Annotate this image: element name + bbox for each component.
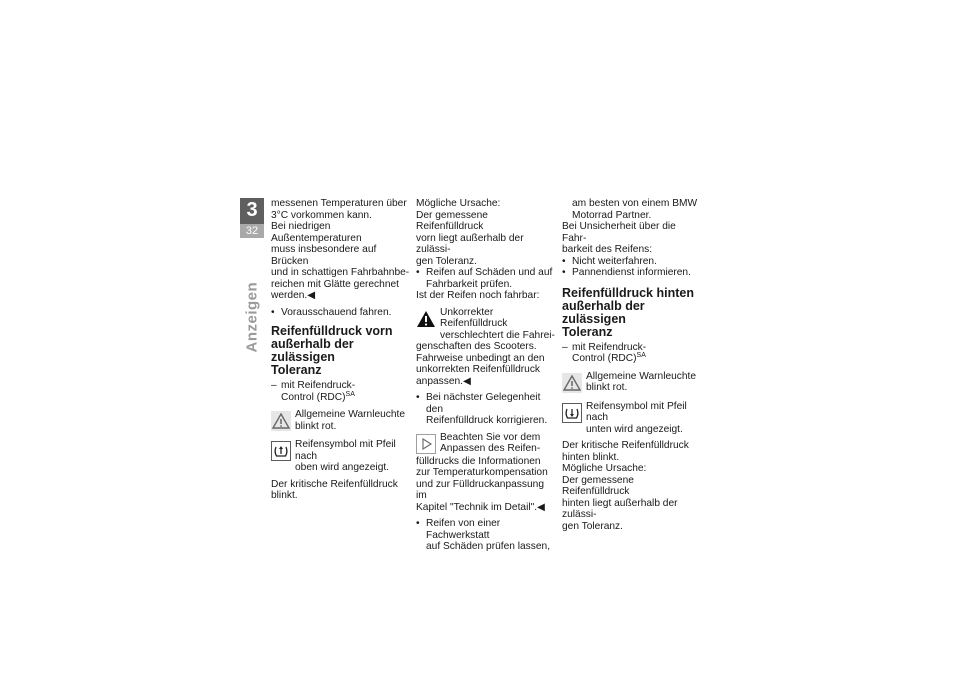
bullet-item: • Bei nächster Gelegenheit den Reifenfülldruck korrigieren.	[416, 392, 556, 427]
section-label: Anzeigen	[243, 281, 261, 353]
section-heading: Reifenfülldruck vorn außerhalb der zulässigen Toleranz	[271, 324, 393, 377]
tyre-pressure-icon	[562, 403, 582, 423]
alert-row: Unkorrekter Reifenfülldruck verschlechtert die Fahrei-	[416, 307, 556, 342]
tyre-row: Reifensymbol mit Pfeil nach unten wird angezeigt.	[562, 401, 702, 436]
option-sup: SA	[345, 390, 355, 398]
bullet-item: • Reifen auf Schäden und auf Fahrbarkeit prüfen.	[416, 267, 556, 290]
warning-triangle-icon	[562, 373, 582, 393]
danger-triangle-icon	[416, 309, 436, 329]
column-1	[271, 198, 411, 502]
alert-paragraph: genschaften des Scooters. Fahrweise unbedingt an den unkorrekten Reifenfülldruck anpassen.◀	[416, 341, 545, 387]
note-play-icon	[416, 434, 436, 454]
warning-row: Allgemeine Warnleuchte blinkt rot.	[271, 409, 411, 433]
warning-row: Allgemeine Warnleuchte blinkt rot.	[562, 371, 702, 395]
dash-item: – mit Reifendruck- Control (RDC)$^{SA}$	[271, 380, 411, 403]
option-sup: SA	[636, 352, 646, 359]
column-3	[562, 198, 702, 532]
continued-bullet: am besten von einem BMW Motorrad Partner.	[572, 198, 698, 221]
tyre-row: Reifensymbol mit Pfeil nach oben wird angezeigt.	[271, 439, 411, 474]
chapter-tab	[240, 198, 264, 238]
chapter-number: 3	[246, 199, 258, 221]
tyre-pressure-icon	[271, 441, 291, 461]
uncertainty-paragraph: Bei Unsicherheit über die Fahr- barkeit des Reifens:	[562, 221, 676, 255]
intro-paragraph: messenen Temperaturen über 3°C vorkommen kann. Bei niedrigen Außentemperaturen muss insbesondere auf Brücken und in schattigen Fahrbahnbe- reichen mit Glätte gerechnet werden.◀	[271, 198, 410, 301]
bullet-item: • Nicht weiterfahren.	[562, 256, 702, 268]
section-heading: Reifenfülldruck hinten außerhalb der zulässigen Toleranz	[562, 285, 694, 339]
outro-paragraph: Der kritische Reifenfülldruck hinten blinkt. Mögliche Ursache: Der gemessene Reifenfülldruck hinten liegt außerhalb der zulässi- gen Toleranz.	[562, 440, 689, 532]
page-number: 32	[240, 224, 264, 238]
column-2	[416, 198, 556, 553]
warning-triangle-icon	[271, 411, 291, 431]
dash-item: – mit Reifendruck- Control (RDC)$^{SA}$	[562, 342, 702, 365]
bullet-item: • Vorausschauend fahren.	[271, 307, 411, 319]
bullet-item: • Reifen von einer Fachwerkstatt auf Schäden prüfen lassen,	[416, 518, 556, 553]
note-paragraph: fülldrucks die Informationen zur Temperaturkompensation und zur Fülldruckanpassung im Kapitel "Technik im Detail".◀	[416, 455, 548, 513]
cause-paragraph: Mögliche Ursache: Der gemessene Reifenfülldruck vorn liegt außerhalb der zulässi- gen Toleranz.	[416, 198, 524, 267]
note-row: Beachten Sie vor dem Anpassen des Reifen-	[416, 432, 556, 456]
bullet-item: • Pannendienst informieren.	[562, 267, 702, 279]
outro-paragraph: Der kritische Reifenfülldruck blinkt.	[271, 478, 398, 501]
question-line: Ist der Reifen noch fahrbar:	[416, 290, 540, 301]
